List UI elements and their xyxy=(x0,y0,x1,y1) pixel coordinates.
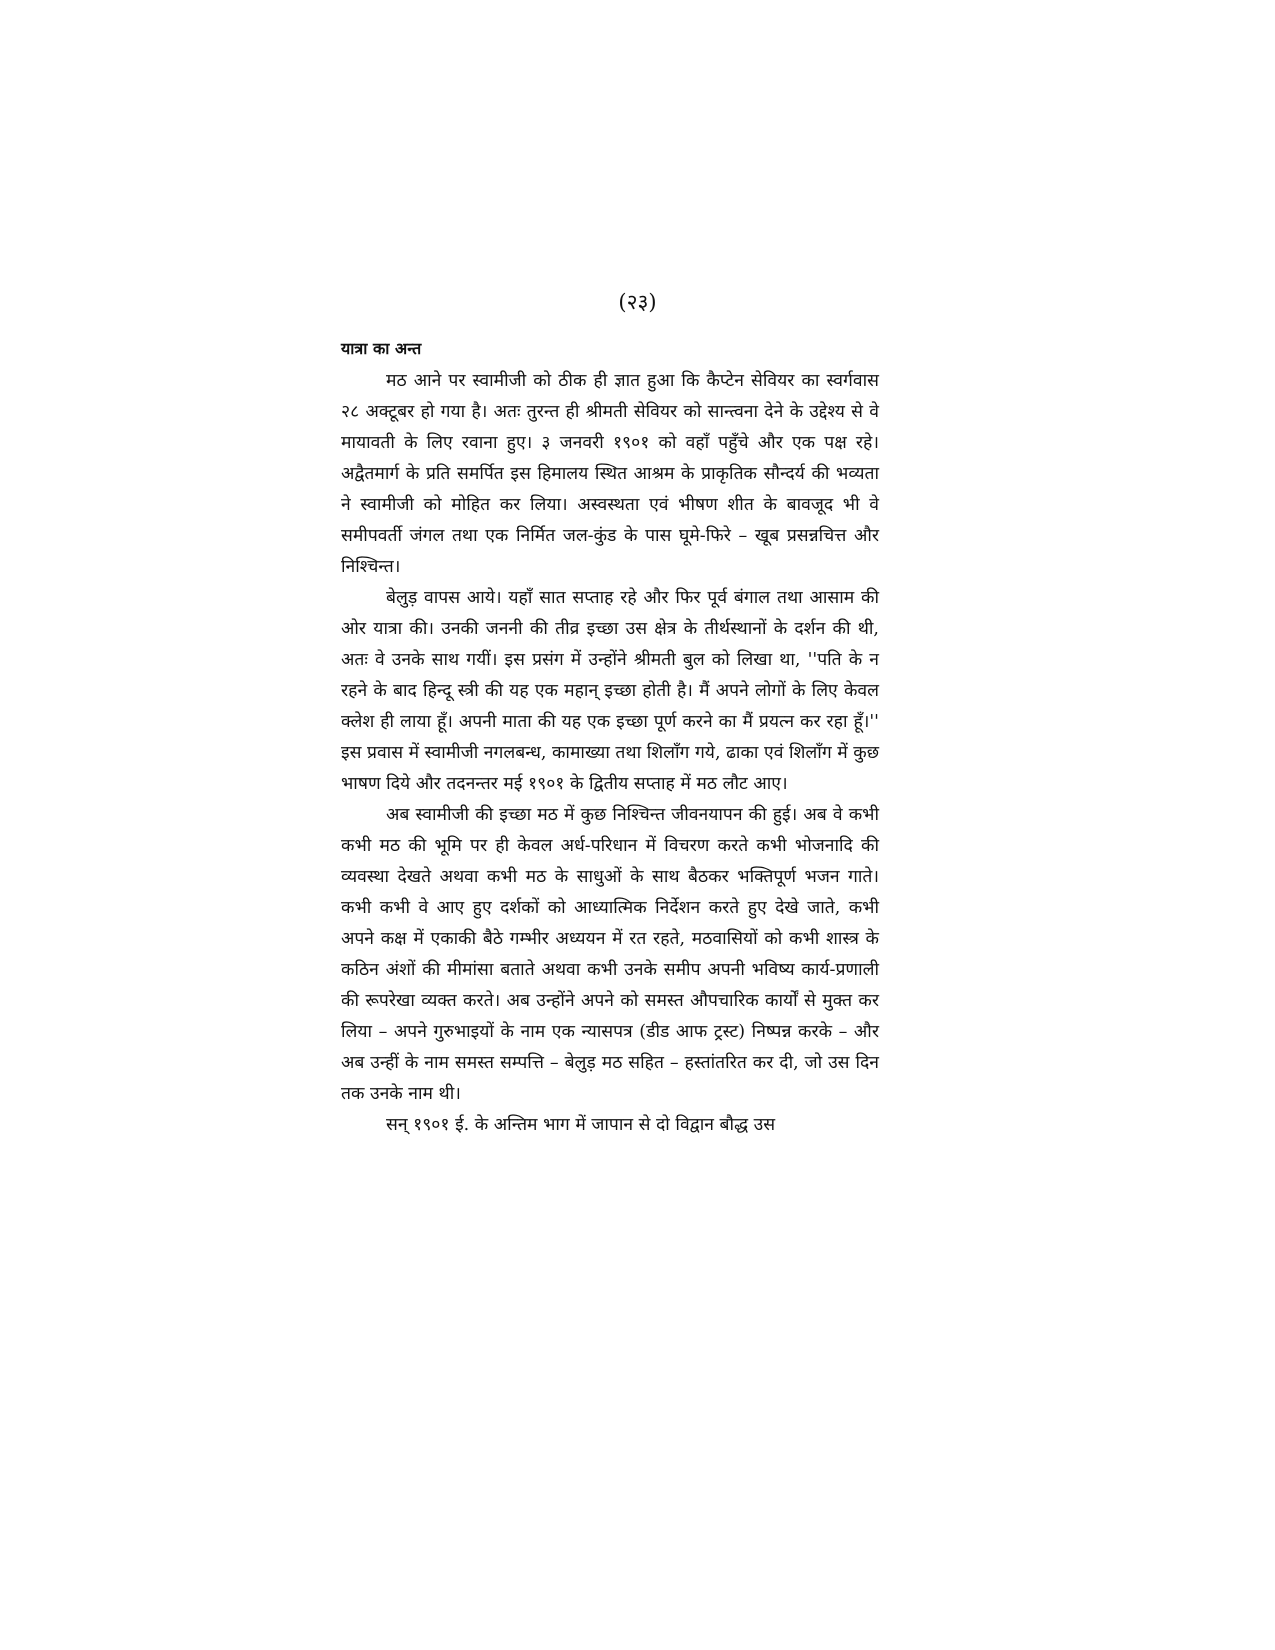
section-heading: यात्रा का अन्त xyxy=(341,339,422,358)
page-number: (२३) xyxy=(618,290,657,314)
paragraph: सन् १९०१ ई. के अन्तिम भाग में जापान से दो विद्वान बौद्ध उस xyxy=(386,1115,776,1135)
page-content xyxy=(341,336,879,1141)
paragraph: मठ आने पर स्वामीजी को ठीक ही ज्ञात हुआ कि कैप्टेन सेवियर का स्वर्गवास २८ अक्टूबर हो गया है। अतः तुरन्त ही श्रीमती सेवियर को सान्त्वना देने के उद्देश्य से वे मायावती के लिए रवाना हुए। ३ जनवरी १९०१ को वहाँ पहुँचे और एक पक्ष रहे। अद्वैतमार्ग के प्रति समर्पित इस हिमालय स्थित आश्रम के प्राकृतिक सौन्दर्य की भव्यता ने स्वामीजी को मोहित कर लिया। अस्वस्थता एवं भीषण शीत के बावजूद भी वे समीपवर्ती जंगल तथा एक निर्मित जल-कुंड के पास घूमे-फिरे – खूब प्रसन्नचित्त और निश्चिन्त। xyxy=(341,371,879,577)
paragraph: अब स्वामीजी की इच्छा मठ में कुछ निश्चिन्त जीवनयापन की हुई। अब वे कभी कभी मठ की भूमि पर ही केवल अर्ध-परिधान में विचरण करते कभी भोजनादि की व्यवस्था देखते अथवा कभी मठ के साधुओं के साथ बैठकर भक्तिपूर्ण भजन गाते। कभी कभी वे आए हुए दर्शकों को आध्यात्मिक निर्देशन करते हुए देखे जाते, कभी अपने कक्ष में एकाकी बैठे गम्भीर अध्ययन में रत रहते, मठवासियों को कभी शास्त्र के कठिन अंशों की मीमांसा बताते अथवा कभी उनके समीप अपनी भविष्य कार्य-प्रणाली की रूपरेखा व्यक्त करते। अब उन्होंने अपने को समस्त औपचारिक कार्यों से मुक्त कर लिया – अपने गुरुभाइयों के नाम एक न्यासपत्र (डीड आफ ट्रस्ट) निष्पन्न करके – और अब उन्हीं के नाम समस्त सम्पत्ति – बेलुड़ मठ सहित – हस्तांतरित कर दी, जो उस दिन तक उनके नाम थी। xyxy=(341,805,879,1104)
paragraph: बेलुड़ वापस आये। यहाँ सात सप्ताह रहे और फिर पूर्व बंगाल तथा आसाम की ओर यात्रा की। उनकी जननी की तीव्र इच्छा उस क्षेत्र के तीर्थस्थानों के दर्शन की थी, अतः वे उनके साथ गयीं। इस प्रसंग में उन्होंने श्रीमती बुल को लिखा था, ''पति के न रहने के बाद हिन्दू स्त्री की यह एक महान् इच्छा होती है। मैं अपने लोगों के लिए केवल क्लेश ही लाया हूँ। अपनी माता की यह एक इच्छा पूर्ण करने का मैं प्रयत्न कर रहा हूँ।'' इस प्रवास में स्वामीजी नगलबन्ध, कामाख्या तथा शिलाँग गये, ढाका एवं शिलाँग में कुछ भाषण दिये और तदनन्तर मई १९०१ के द्वितीय सप्ताह में मठ लौट आए। xyxy=(341,588,879,794)
